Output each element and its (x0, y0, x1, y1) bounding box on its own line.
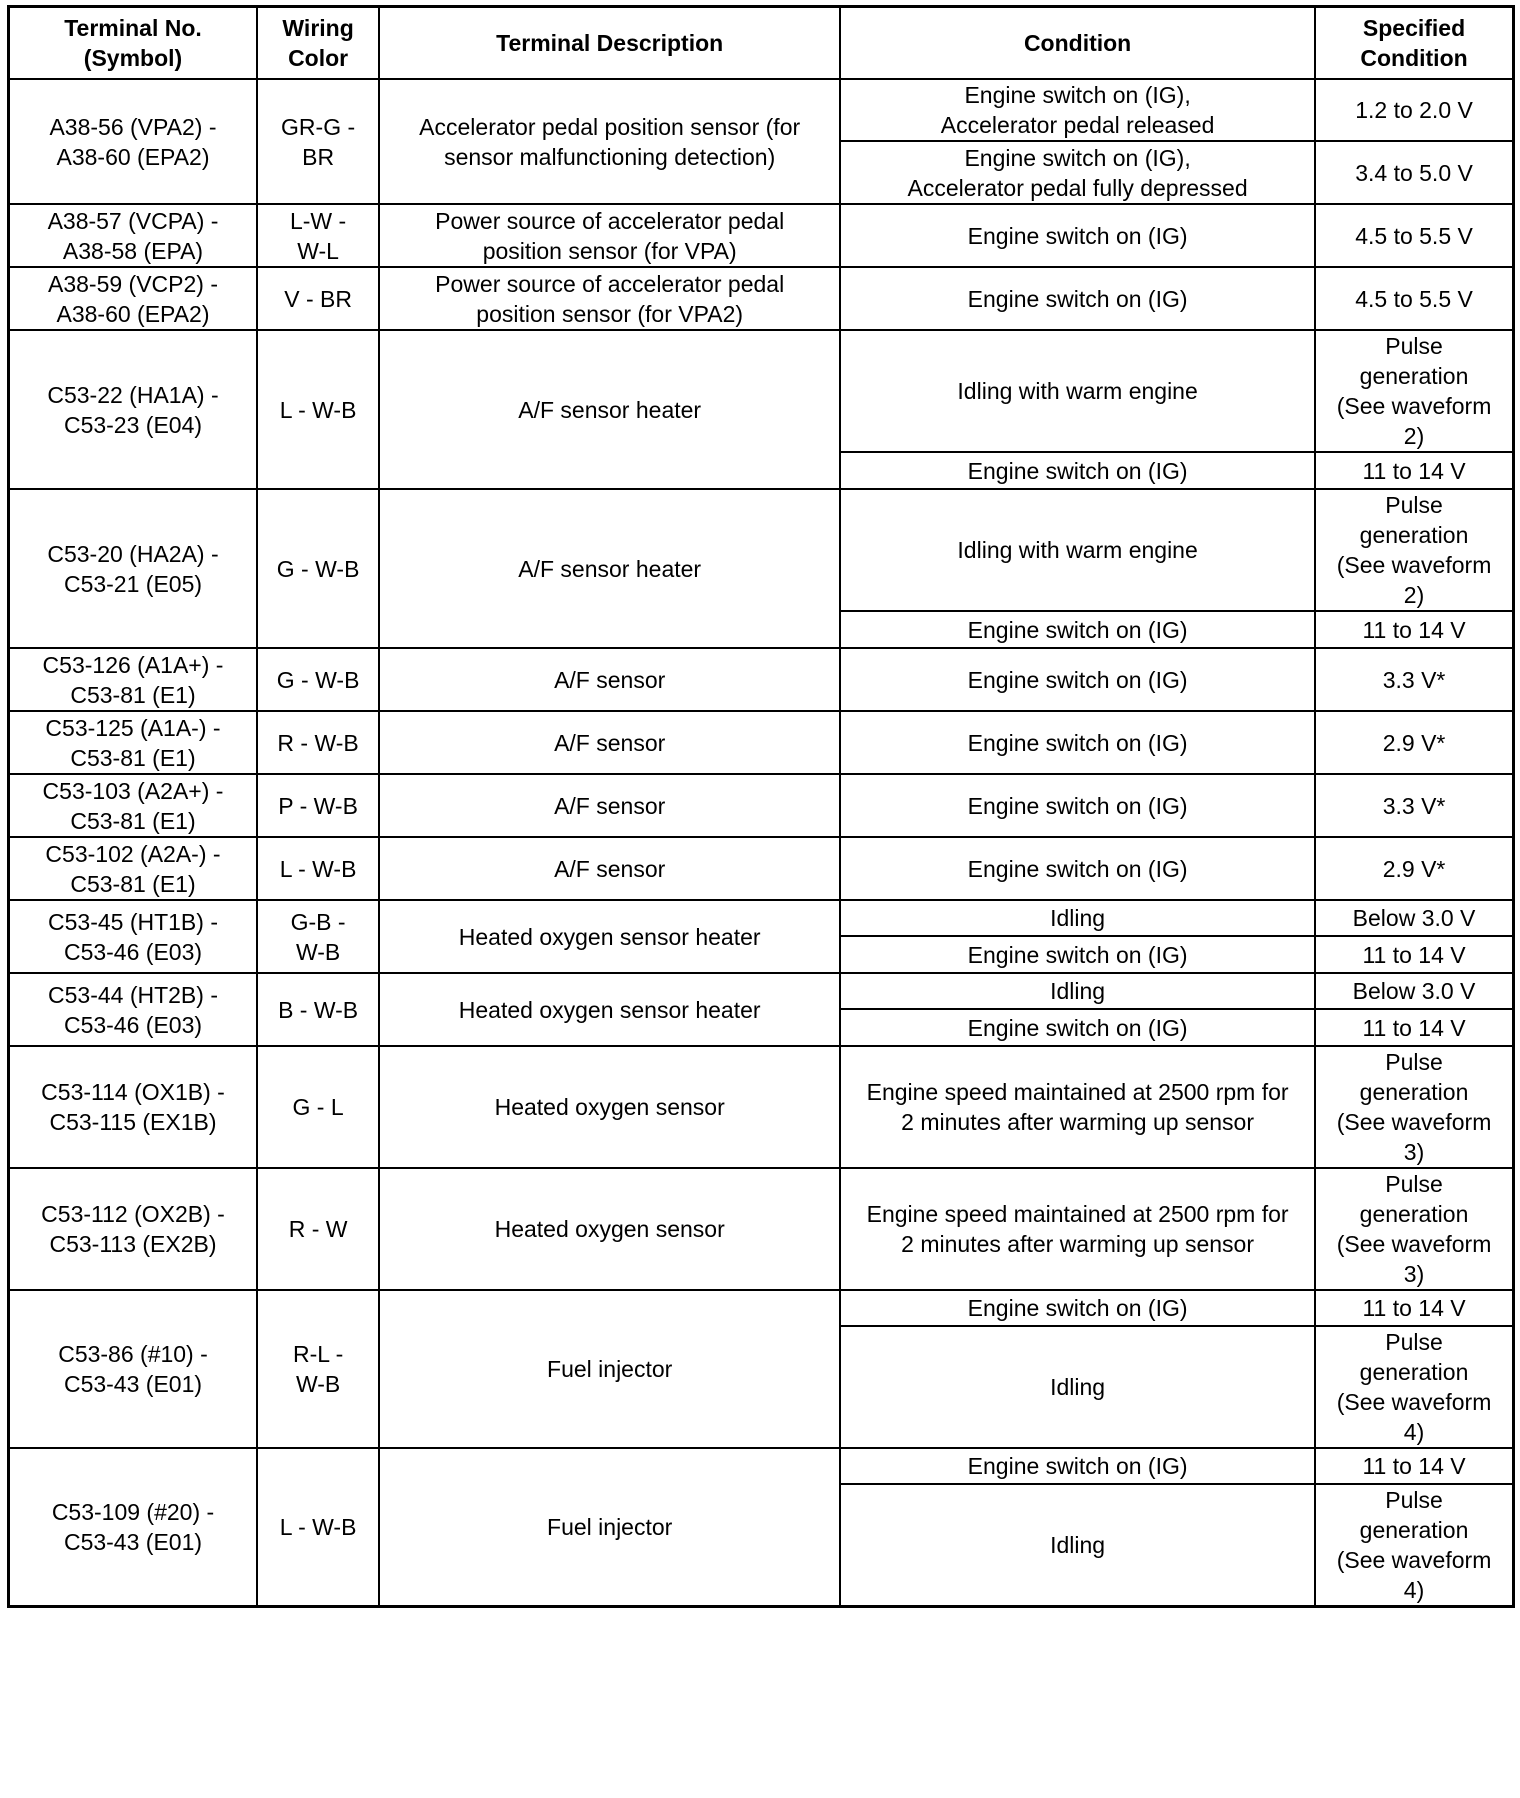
wiring-color-cell: G - W-B (257, 648, 379, 711)
wiring-color-cell: V - BR (257, 267, 379, 330)
condition-cell: Engine switch on (IG), Accelerator pedal fully depressed (840, 141, 1315, 204)
terminal-no-cell: A38-56 (VPA2) - A38-60 (EPA2) (9, 79, 257, 204)
table-row (9, 711, 1514, 774)
specified-condition-cell: 11 to 14 V (1315, 1290, 1513, 1326)
wiring-color-cell: P - W-B (257, 774, 379, 837)
condition-cell: Engine speed maintained at 2500 rpm for 2 minutes after warming up sensor (840, 1168, 1315, 1290)
wiring-color-cell: B - W-B (257, 973, 379, 1046)
terminal-spec-table (7, 5, 1515, 1608)
condition-cell: Engine switch on (IG) (840, 611, 1315, 648)
specified-condition-cell: Pulse generation (See waveform 2) (1315, 330, 1513, 452)
specified-condition-cell: 11 to 14 V (1315, 936, 1513, 973)
condition-cell: Engine switch on (IG) (840, 648, 1315, 711)
condition-cell: Engine switch on (IG) (840, 837, 1315, 900)
condition-cell: Idling (840, 1484, 1315, 1607)
wiring-color-cell: G - L (257, 1046, 379, 1168)
table-row (9, 973, 1514, 1009)
wiring-color-cell: R - W-B (257, 711, 379, 774)
wiring-color-cell: R-L - W-B (257, 1290, 379, 1448)
specified-condition-cell: 1.2 to 2.0 V (1315, 79, 1513, 141)
table-row (9, 79, 1514, 141)
specified-condition-cell: 3.3 V* (1315, 774, 1513, 837)
condition-cell: Idling (840, 900, 1315, 936)
terminal-spec-page (7, 5, 1515, 1608)
specified-condition-cell: 4.5 to 5.5 V (1315, 204, 1513, 267)
header-wiring-color: Wiring Color (257, 7, 379, 80)
terminal-description-cell: Heated oxygen sensor heater (379, 900, 840, 973)
condition-cell: Engine switch on (IG) (840, 774, 1315, 837)
table-row (9, 267, 1514, 330)
specified-condition-cell: Pulse generation (See waveform 4) (1315, 1326, 1513, 1448)
terminal-no-cell: C53-22 (HA1A) - C53-23 (E04) (9, 330, 257, 489)
condition-cell: Engine switch on (IG) (840, 711, 1315, 774)
terminal-description-cell: Power source of accelerator pedal position sensor (for VPA) (379, 204, 840, 267)
terminal-no-cell: C53-114 (OX1B) - C53-115 (EX1B) (9, 1046, 257, 1168)
specified-condition-cell: 2.9 V* (1315, 837, 1513, 900)
terminal-no-cell: C53-102 (A2A-) - C53-81 (E1) (9, 837, 257, 900)
condition-cell: Engine switch on (IG) (840, 1290, 1315, 1326)
specified-condition-cell: Pulse generation (See waveform 4) (1315, 1484, 1513, 1607)
terminal-description-cell: A/F sensor heater (379, 489, 840, 648)
terminal-no-cell: C53-103 (A2A+) - C53-81 (E1) (9, 774, 257, 837)
terminal-no-cell: C53-125 (A1A-) - C53-81 (E1) (9, 711, 257, 774)
terminal-no-cell: C53-86 (#10) - C53-43 (E01) (9, 1290, 257, 1448)
condition-cell: Engine switch on (IG) (840, 1448, 1315, 1484)
specified-condition-cell: 11 to 14 V (1315, 611, 1513, 648)
terminal-no-cell: C53-112 (OX2B) - C53-113 (EX2B) (9, 1168, 257, 1290)
specified-condition-cell: 11 to 14 V (1315, 1009, 1513, 1046)
specified-condition-cell: 11 to 14 V (1315, 452, 1513, 489)
specified-condition-cell: 11 to 14 V (1315, 1448, 1513, 1484)
terminal-description-cell: A/F sensor (379, 711, 840, 774)
wiring-color-cell: L - W-B (257, 1448, 379, 1607)
header-specified-condition: Specified Condition (1315, 7, 1513, 80)
terminal-description-cell: Fuel injector (379, 1448, 840, 1607)
header-terminal-no: Terminal No. (Symbol) (9, 7, 257, 80)
specified-condition-cell: 4.5 to 5.5 V (1315, 267, 1513, 330)
wiring-color-cell: L - W-B (257, 837, 379, 900)
table-row (9, 1290, 1514, 1326)
terminal-no-cell: C53-44 (HT2B) - C53-46 (E03) (9, 973, 257, 1046)
condition-cell: Engine switch on (IG) (840, 936, 1315, 973)
terminal-no-cell: A38-57 (VCPA) - A38-58 (EPA) (9, 204, 257, 267)
wiring-color-cell: GR-G - BR (257, 79, 379, 204)
table-row (9, 1168, 1514, 1290)
condition-cell: Idling (840, 1326, 1315, 1448)
specified-condition-cell: 3.3 V* (1315, 648, 1513, 711)
wiring-color-cell: G - W-B (257, 489, 379, 648)
table-body (9, 79, 1514, 1607)
terminal-no-cell: C53-109 (#20) - C53-43 (E01) (9, 1448, 257, 1607)
terminal-description-cell: Fuel injector (379, 1290, 840, 1448)
terminal-description-cell: A/F sensor (379, 774, 840, 837)
specified-condition-cell: Pulse generation (See waveform 3) (1315, 1168, 1513, 1290)
terminal-no-cell: C53-20 (HA2A) - C53-21 (E05) (9, 489, 257, 648)
table-row (9, 837, 1514, 900)
terminal-no-cell: C53-126 (A1A+) - C53-81 (E1) (9, 648, 257, 711)
wiring-color-cell: G-B - W-B (257, 900, 379, 973)
condition-cell: Idling with warm engine (840, 489, 1315, 611)
specified-condition-cell: Pulse generation (See waveform 2) (1315, 489, 1513, 611)
specified-condition-cell: Pulse generation (See waveform 3) (1315, 1046, 1513, 1168)
specified-condition-cell: Below 3.0 V (1315, 900, 1513, 936)
table-row (9, 489, 1514, 611)
table-row (9, 330, 1514, 452)
terminal-description-cell: Accelerator pedal position sensor (for sensor malfunctioning detection) (379, 79, 840, 204)
condition-cell: Engine speed maintained at 2500 rpm for 2 minutes after warming up sensor (840, 1046, 1315, 1168)
condition-cell: Engine switch on (IG) (840, 204, 1315, 267)
condition-cell: Engine switch on (IG) (840, 452, 1315, 489)
condition-cell: Idling with warm engine (840, 330, 1315, 452)
terminal-description-cell: Heated oxygen sensor (379, 1046, 840, 1168)
terminal-description-cell: A/F sensor (379, 837, 840, 900)
condition-cell: Engine switch on (IG) (840, 267, 1315, 330)
table-row (9, 1046, 1514, 1168)
table-row (9, 900, 1514, 936)
terminal-no-cell: C53-45 (HT1B) - C53-46 (E03) (9, 900, 257, 973)
table-row (9, 774, 1514, 837)
terminal-description-cell: Power source of accelerator pedal position sensor (for VPA2) (379, 267, 840, 330)
wiring-color-cell: L-W - W-L (257, 204, 379, 267)
table-row (9, 204, 1514, 267)
header-condition: Condition (840, 7, 1315, 80)
terminal-description-cell: A/F sensor (379, 648, 840, 711)
terminal-description-cell: Heated oxygen sensor (379, 1168, 840, 1290)
header-row (9, 7, 1514, 80)
terminal-description-cell: Heated oxygen sensor heater (379, 973, 840, 1046)
specified-condition-cell: 2.9 V* (1315, 711, 1513, 774)
table-row (9, 648, 1514, 711)
table-row (9, 1448, 1514, 1484)
terminal-no-cell: A38-59 (VCP2) - A38-60 (EPA2) (9, 267, 257, 330)
terminal-description-cell: A/F sensor heater (379, 330, 840, 489)
wiring-color-cell: R - W (257, 1168, 379, 1290)
condition-cell: Idling (840, 973, 1315, 1009)
condition-cell: Engine switch on (IG) (840, 1009, 1315, 1046)
specified-condition-cell: 3.4 to 5.0 V (1315, 141, 1513, 204)
specified-condition-cell: Below 3.0 V (1315, 973, 1513, 1009)
wiring-color-cell: L - W-B (257, 330, 379, 489)
header-terminal-description: Terminal Description (379, 7, 840, 80)
condition-cell: Engine switch on (IG), Accelerator pedal released (840, 79, 1315, 141)
